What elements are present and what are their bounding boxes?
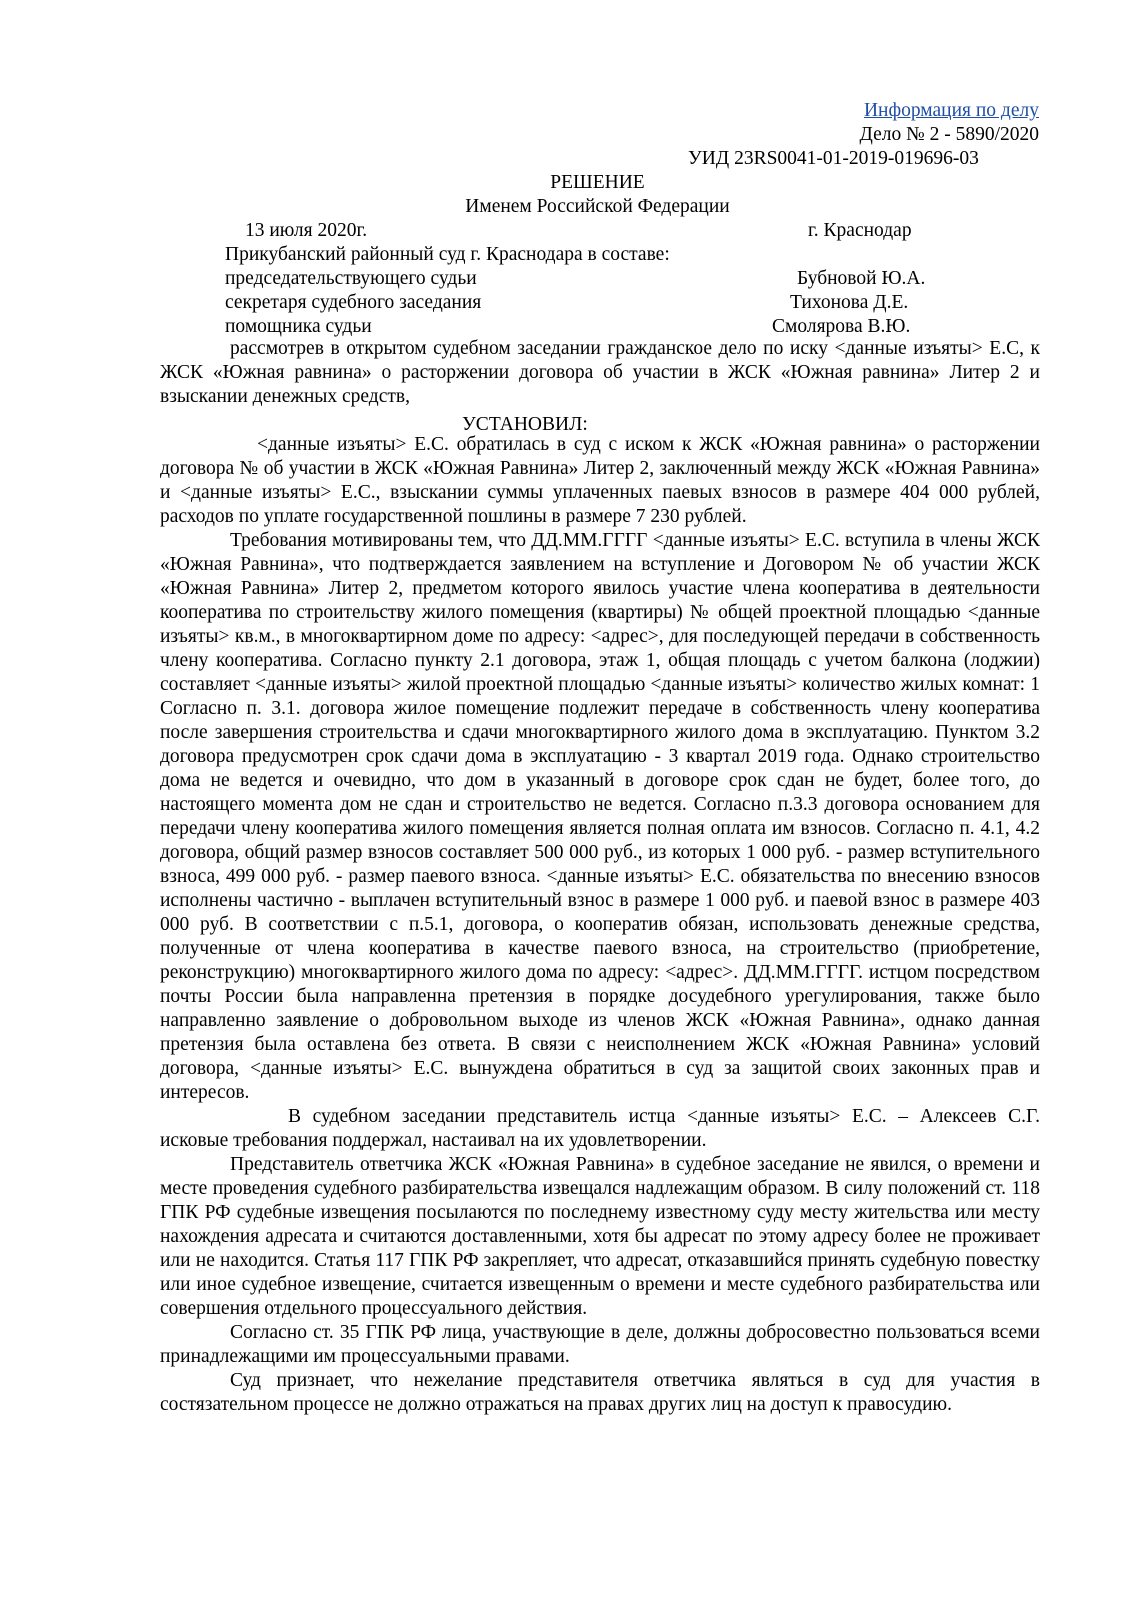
paragraph-5: Согласно ст. 35 ГПК РФ лица, участвующие в деле, должны добросовестно пользоваться всеми принадлежащими им процессуальными правами. <box>160 1322 1040 1367</box>
judge-name: Бубновой Ю.А. <box>797 268 926 289</box>
main-text <box>160 433 1040 1417</box>
assistant-role: помощника судьи <box>225 316 372 337</box>
established-heading: УСТАНОВИЛ: <box>462 414 588 435</box>
intro-paragraph: рассмотрев в открытом судебном заседании гражданское дело по иску <данные изъяты> Е.С, к ЖСК «Южная равнина» о расторжении договора об участии в ЖСК «Южная равнина» Литер 2 и взыскании денежных средств, <box>160 338 1040 407</box>
court-composition: Прикубанский районный суд г. Краснодара в составе: <box>225 244 670 265</box>
intro-block <box>160 337 1040 409</box>
case-number: Дело № 2 - 5890/2020 <box>859 124 1039 145</box>
paragraph-1: <данные изъяты> Е.С. обратилась в суд с иском к ЖСК «Южная равнина» о расторжении договора № об участии в ЖСК «Южная Равнина» Литер 2, заключенный между ЖСК «Южная Равнина» и <данные изъяты> Е.С., взыскании суммы уплаченных паевых взносов в размере 404 000 рублей, расходов по уплате государственной пошлины в размере 7 230 рублей. <box>160 434 1040 527</box>
assistant-name: Смолярова В.Ю. <box>772 316 911 337</box>
paragraph-2: Требования мотивированы тем, что ДД.ММ.ГГГГ <данные изъяты> Е.С. вступила в члены ЖСК «Южная Равнина», что подтверждается заявлением на вступление и Договором № об участии ЖСК «Южная Равнина» Литер 2, предметом которого явилось участие члена кооператива в деятельности кооператива по строительству жилого помещения (квартиры) № общей проектной площадью <данные изъяты> кв.м., в многоквартирном доме по адресу: <адрес>, для последующей передачи в собственность члену кооператива. Согласно пункту 2.1 договора, этаж 1, общая площадь с учетом балкона (лоджии) составляет <данные изъяты> жилой проектной площадью <данные изъяты> количество жилых комнат: 1 Согласно п. 3.1. договора жилое помещение подлежит передаче в собственность члену кооператива после завершения строительства и сдачи многоквартирного жилого дома в эксплуатацию. Пунктом 3.2 договора предусмотрен срок сдачи дома в эксплуатацию - 3 квартал 2019 года. Однако строительство дома не ведется и очевидно, что дом в указанный в договоре срок сдан не будет, более того, до настоящего момента дом не сдан и строительство не ведется. Согласно п.3.3 договора основанием для передачи члену кооператива жилого помещения является полная оплата им взносов. Согласно п. 4.1, 4.2 договора, общий размер взносов составляет 500 000 руб., из которых 1 000 руб. - размер вступительного взноса, 499 000 руб. - размер паевого взноса. <данные изъяты> Е.С. обязательства по внесению взносов исполнены частично - выплачен вступительный взнос в размере 1 000 руб. и паевой взнос в размере 403 000 руб. В соответствии с п.5.1, договора, о кооператив обязан, использовать денежные средства, полученные от члена кооператива в качестве паевого взноса, на строительство (приобретение, реконструкцию) многоквартирного жилого дома по адресу: <адрес>. ДД.ММ.ГГГГ. истцом посредством почты России была направленна претензия в порядке досудебного урегулирования, также было направленно заявление о добровольном выходе из членов ЖСК «Южная Равнина», однако данная претензия была оставлена без ответа. В связи с неисполнением ЖСК «Южная Равнина» условий договора, <данные изъяты> Е.С. вынуждена обратиться в суд за защитой своих законных прав и интересов. <box>160 530 1040 1103</box>
document-subtitle: Именем Российской Федерации <box>465 196 730 217</box>
paragraph-4: Представитель ответчика ЖСК «Южная Равнина» в судебное заседание не явился, о времени и месте проведения судебного разбирательства извещался надлежащим образом. В силу положений ст. 118 ГПК РФ судебные извещения посылаются по последнему известному суду месту жительства или месту нахождения адресата и считаются доставленными, хотя бы адресат по этому адресу более не проживает или не находится. Статья 117 ГПК РФ закрепляет, что адресат, отказавшийся принять судебную повестку или иное судебное извещение, считается извещенным о времени и месте судебного разбирательства или совершения отдельного процессуального действия. <box>160 1154 1040 1319</box>
document-title: РЕШЕНИЕ <box>550 172 645 193</box>
case-info-link[interactable]: Информация по делу <box>863 100 1039 121</box>
case-uid: УИД 23RS0041-01-2019-019696-03 <box>688 148 979 169</box>
decision-date: 13 июля 2020г. <box>245 220 368 241</box>
judge-role: председательствующего судьи <box>225 268 477 289</box>
secretary-name: Тихонова Д.Е. <box>790 292 909 313</box>
paragraph-3: В судебном заседании представитель истца <данные изъяты> Е.С. – Алексеев С.Г. исковые требования поддержал, настаивал на их удовлетворении. <box>160 1106 1040 1151</box>
paragraph-6: Суд признает, что нежелание представителя ответчика являться в суд для участия в состязательном процессе не должно отражаться на правах других лиц на доступ к правосудию. <box>160 1370 1040 1415</box>
decision-city: г. Краснодар <box>808 220 912 241</box>
secretary-role: секретаря судебного заседания <box>225 292 482 313</box>
